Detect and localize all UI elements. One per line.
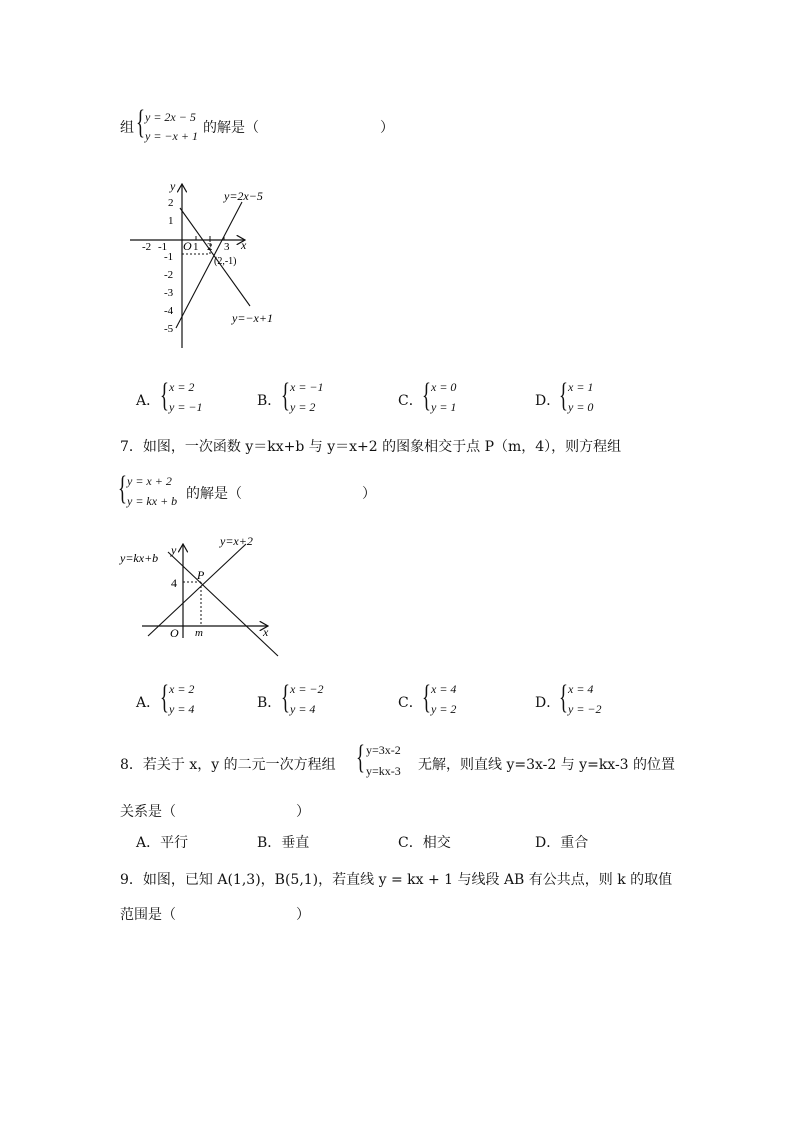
q6-yt-1: 1 <box>168 215 174 227</box>
q6-xt-2: 2 <box>207 241 213 253</box>
q7-option-c-l2: y = 2 <box>431 702 457 716</box>
q6-option-d-letter: D． <box>535 393 561 409</box>
q7-p-label: P <box>197 568 205 582</box>
q6-option-a-brace: { <box>160 377 169 414</box>
q7-y-label: y <box>171 543 177 557</box>
q8-eq2: y=kx-3 <box>366 764 401 778</box>
q8-option-a[interactable]: A．平行 <box>136 835 189 851</box>
q6-yt-m2: -2 <box>164 269 174 281</box>
q7-origin: O <box>170 626 179 640</box>
q9-close: ） <box>296 907 310 923</box>
q7-option-d-letter: D． <box>535 695 561 711</box>
q8-stem-a: 8．若关于 x，y 的二元一次方程组 <box>120 757 336 773</box>
q8-brace: { <box>356 739 365 776</box>
q9-stem-b: 范围是（ <box>120 907 176 923</box>
q7-option-a-letter: A． <box>136 695 161 711</box>
q7-option-b-l1: x = −2 <box>290 682 324 696</box>
q7-option-b-letter: B． <box>257 695 282 711</box>
q7-option-d-l2: y = −2 <box>568 702 602 716</box>
q7-graph <box>118 530 288 660</box>
q6-option-c-l2: y = 1 <box>431 400 457 414</box>
q7-option-d-l1: x = 4 <box>568 682 594 696</box>
q6-option-a-l1: x = 2 <box>169 380 195 394</box>
q6-option-a-letter: A． <box>136 393 161 409</box>
q7-option-c-brace: { <box>422 679 431 716</box>
q6-origin: O <box>183 239 192 253</box>
q7-line-x2-label: y=x+2 <box>220 534 253 548</box>
q8-close: ） <box>296 804 310 820</box>
q7-line-kb-label: y=kx+b <box>120 551 159 565</box>
q6-option-d-l1: x = 1 <box>568 380 594 394</box>
q6-xt-3: 3 <box>224 241 230 253</box>
q6-line2-label: y=−x+1 <box>232 311 273 325</box>
q7-eq2: y = kx + b <box>127 494 178 508</box>
q6-option-c-letter: C． <box>398 393 423 409</box>
q6-option-d-l2: y = 0 <box>568 400 594 414</box>
q7-suffix: 的解是（ <box>186 486 242 502</box>
q6-option-c-brace: { <box>422 377 431 414</box>
q7-brace: { <box>118 470 127 507</box>
q8-stem-b: 无解，则直线 y=3x-2 与 y=kx-3 的位置 <box>418 757 676 773</box>
q6-yt-m1: -1 <box>164 251 174 263</box>
q7-line-kb <box>168 552 278 656</box>
q7-option-c-letter: C． <box>398 695 423 711</box>
q6-option-c-l1: x = 0 <box>431 380 457 394</box>
q6-option-b-l1: x = −1 <box>290 380 324 394</box>
q6-eq2: y = −x + 1 <box>145 129 198 143</box>
q7-option-b-l2: y = 4 <box>290 702 316 716</box>
q7-option-b-brace: { <box>281 679 290 716</box>
q6-yt-m3: -3 <box>164 287 174 299</box>
q7-stem: 7．如图，一次函数 y＝kx+b 与 y＝x+2 的图象相交于点 P（m，4），则方程组 <box>120 439 622 455</box>
q7-option-c-l1: x = 4 <box>431 682 457 696</box>
q8-option-d[interactable]: D．重合 <box>535 835 589 851</box>
q9-stem-a: 9．如图，已知 A(1,3)，B(5,1)，若直线 y = kx + 1 与线段 AB 有公共点，则 k 的取值 <box>120 872 673 888</box>
q7-option-a-l1: x = 2 <box>169 682 195 696</box>
q7-line-x2 <box>148 544 246 636</box>
q7-four: 4 <box>171 576 177 590</box>
q8-option-b[interactable]: B．垂直 <box>257 835 310 851</box>
q6-eq1: y = 2x − 5 <box>145 110 196 124</box>
q6-option-b-letter: B． <box>257 393 282 409</box>
q7-option-a-brace: { <box>160 679 169 716</box>
q7-m-label: m <box>195 627 203 639</box>
q6-x-label: x <box>241 238 247 252</box>
q6-line1-label: y=2x−5 <box>224 189 263 203</box>
q8-eq1: y=3x-2 <box>366 743 401 757</box>
q6-brace: { <box>136 104 145 141</box>
q7-x-label: x <box>263 625 269 639</box>
q6-point-label: (2,-1) <box>214 256 237 267</box>
q6-yt-m4: -4 <box>164 305 174 317</box>
q6-graph <box>120 178 300 354</box>
q6-xt-1: 1 <box>193 241 199 253</box>
q7-option-d-brace: { <box>559 679 568 716</box>
q6-yt-2: 2 <box>168 197 174 209</box>
q6-option-b-brace: { <box>281 377 290 414</box>
q7-close: ） <box>362 486 376 502</box>
q7-eq1: y = x + 2 <box>127 474 172 488</box>
q6-yt-m5: -5 <box>164 323 174 335</box>
q6-suffix: 的解是（ <box>203 120 259 136</box>
q6-close: ） <box>380 120 394 136</box>
q6-xt-m2: -2 <box>142 241 152 253</box>
q6-prefix: 组 <box>120 120 134 136</box>
q6-option-b-l2: y = 2 <box>290 400 316 414</box>
q8-option-c[interactable]: C．相交 <box>398 835 451 851</box>
q6-option-a-l2: y = −1 <box>169 400 203 414</box>
q8-stem-c: 关系是（ <box>120 804 176 820</box>
q6-option-d-brace: { <box>559 377 568 414</box>
q6-y-label: y <box>170 179 176 193</box>
q6-xt-m1: -1 <box>158 241 168 253</box>
q7-option-a-l2: y = 4 <box>169 702 195 716</box>
